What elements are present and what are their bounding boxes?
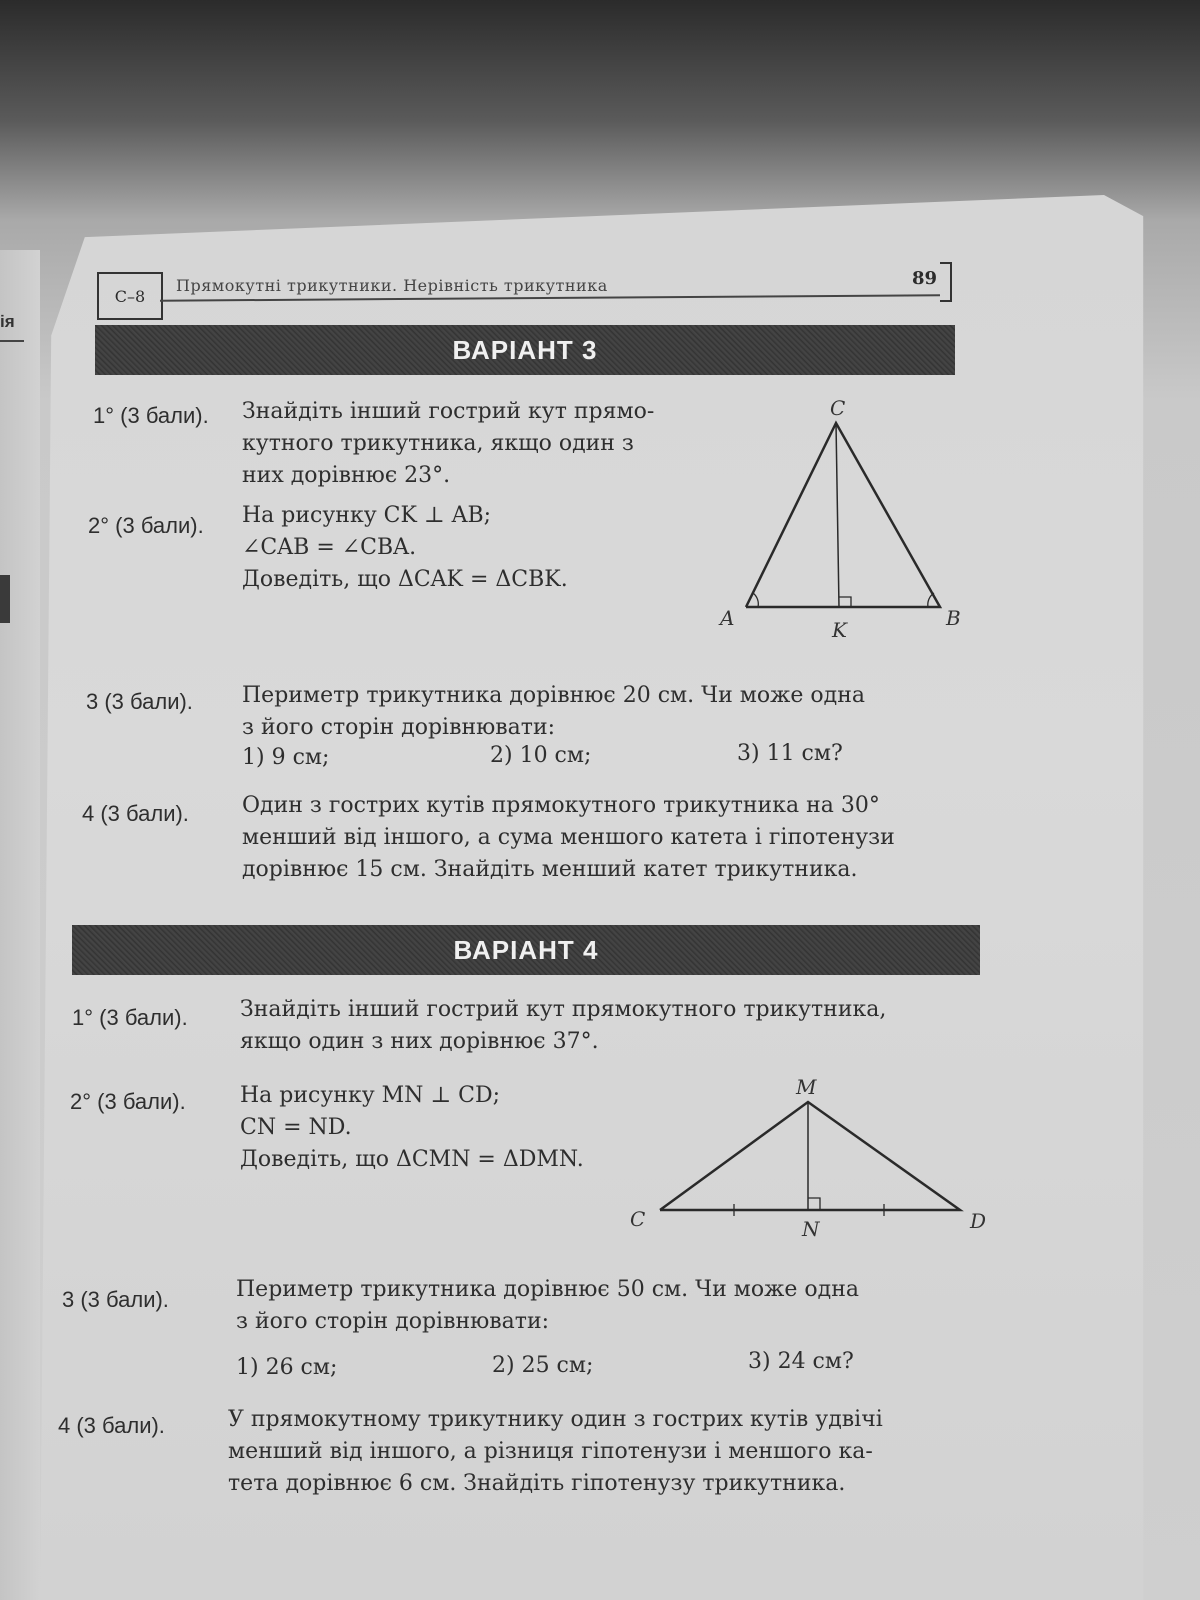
label-m: M: [796, 1075, 817, 1099]
task-line: менший від іншого, а різниця гіпотенузи і меншого ка-: [228, 1439, 873, 1464]
task-line: Доведіть, що ΔCMN = ΔDMN.: [240, 1147, 584, 1172]
section-code-box: [97, 272, 163, 320]
task-number: 2° (3 бали).: [88, 513, 204, 538]
task-line: Знайдіть інший гострий кут прямокутного трикутника,: [240, 997, 887, 1022]
answer-option: 2) 25 см;: [492, 1353, 594, 1378]
triangle-cab-figure: [700, 385, 1000, 655]
left-page-rule: [0, 340, 24, 342]
task-line: Периметр трикутника дорівнює 20 см. Чи може одна: [242, 683, 865, 708]
task-line: Знайдіть інший гострий кут прямо-: [242, 399, 655, 424]
task-line: тета дорівнює 6 см. Знайдіть гіпотенузу трикутника.: [228, 1471, 846, 1496]
task-line: якщо один з них дорівнює 37°.: [240, 1029, 599, 1054]
variant-3-banner: [95, 325, 955, 375]
label-d: D: [970, 1209, 987, 1233]
label-c: C: [830, 396, 846, 420]
task-line: менший від іншого, а сума меншого катета і гіпотенузи: [242, 825, 895, 850]
answer-option: 2) 10 см;: [490, 743, 592, 768]
task-number: 2° (3 бали).: [70, 1089, 186, 1114]
task-text: [240, 994, 886, 1058]
label-k: K: [832, 618, 847, 642]
section-code: С–8: [114, 286, 146, 306]
task-line: Периметр трикутника дорівнює 50 см. Чи може одна: [236, 1277, 859, 1302]
label-c: C: [630, 1207, 646, 1231]
answer-option: 3) 24 см?: [748, 1349, 854, 1374]
answer-option: 3) 11 см?: [737, 741, 843, 766]
label-b: B: [946, 606, 961, 630]
task-line: Один з гострих кутів прямокутного трикутника на 30°: [242, 793, 880, 818]
triangle-abc: [746, 423, 940, 607]
task-line: ∠CAB = ∠CBA.: [242, 535, 417, 560]
task-number: 1° (3 бали).: [72, 1005, 188, 1030]
task-line: з його сторін дорівнювати:: [242, 715, 556, 740]
task-text: [242, 396, 654, 492]
triangle-cmd: [660, 1102, 960, 1210]
variant-4-banner: [72, 925, 980, 975]
page-number: 89: [912, 268, 938, 289]
altitude-ck: [836, 423, 839, 607]
task-number: 4 (3 бали).: [82, 801, 189, 826]
task-text: [240, 1080, 584, 1176]
variant-3-title: ВАРІАНТ 3: [452, 334, 598, 365]
answer-option: 1) 26 см;: [236, 1355, 338, 1380]
task-line: Доведіть, що ΔCAK = ΔCBK.: [242, 567, 568, 592]
task-text: [228, 1404, 883, 1500]
triangle-cmd-figure: [620, 1070, 1000, 1250]
right-angle-mark-k: [839, 597, 851, 607]
task-line: У прямокутному трикутнику один з гострих кутів удвічі: [228, 1407, 883, 1432]
task-text: [242, 680, 865, 744]
task-line: кутного трикутника, якщо один з: [242, 431, 634, 456]
answer-option: 1) 9 см;: [242, 745, 330, 770]
task-line: них дорівнює 23°.: [242, 463, 451, 488]
task-number: 1° (3 бали).: [93, 403, 209, 428]
variant-4-title: ВАРІАНТ 4: [453, 934, 599, 965]
task-line: На рисунку MN ⊥ CD;: [240, 1083, 500, 1108]
task-line: дорівнює 15 см. Знайдіть менший катет трикутника.: [242, 857, 858, 882]
task-line: CN = ND.: [240, 1115, 352, 1140]
left-page-dark-mark: [0, 575, 10, 623]
task-text: [242, 790, 895, 886]
task-line: На рисунку CK ⊥ AB;: [242, 503, 492, 528]
task-text: [236, 1274, 859, 1338]
angle-mark-a: [753, 593, 758, 607]
task-number: 3 (3 бали).: [86, 689, 193, 714]
page-bracket: [940, 262, 952, 302]
label-a: A: [720, 606, 735, 630]
label-n: N: [802, 1217, 820, 1241]
task-number: 3 (3 бали).: [62, 1287, 169, 1312]
task-number: 4 (3 бали).: [58, 1413, 165, 1438]
left-page-text: ія: [0, 312, 15, 331]
task-line: з його сторін дорівнювати:: [236, 1309, 550, 1334]
task-text: [242, 500, 568, 596]
left-page-edge: [0, 250, 40, 1600]
section-title: Прямокутні трикутники. Нерівність трикутника: [176, 276, 608, 295]
right-angle-mark-n: [808, 1198, 820, 1210]
